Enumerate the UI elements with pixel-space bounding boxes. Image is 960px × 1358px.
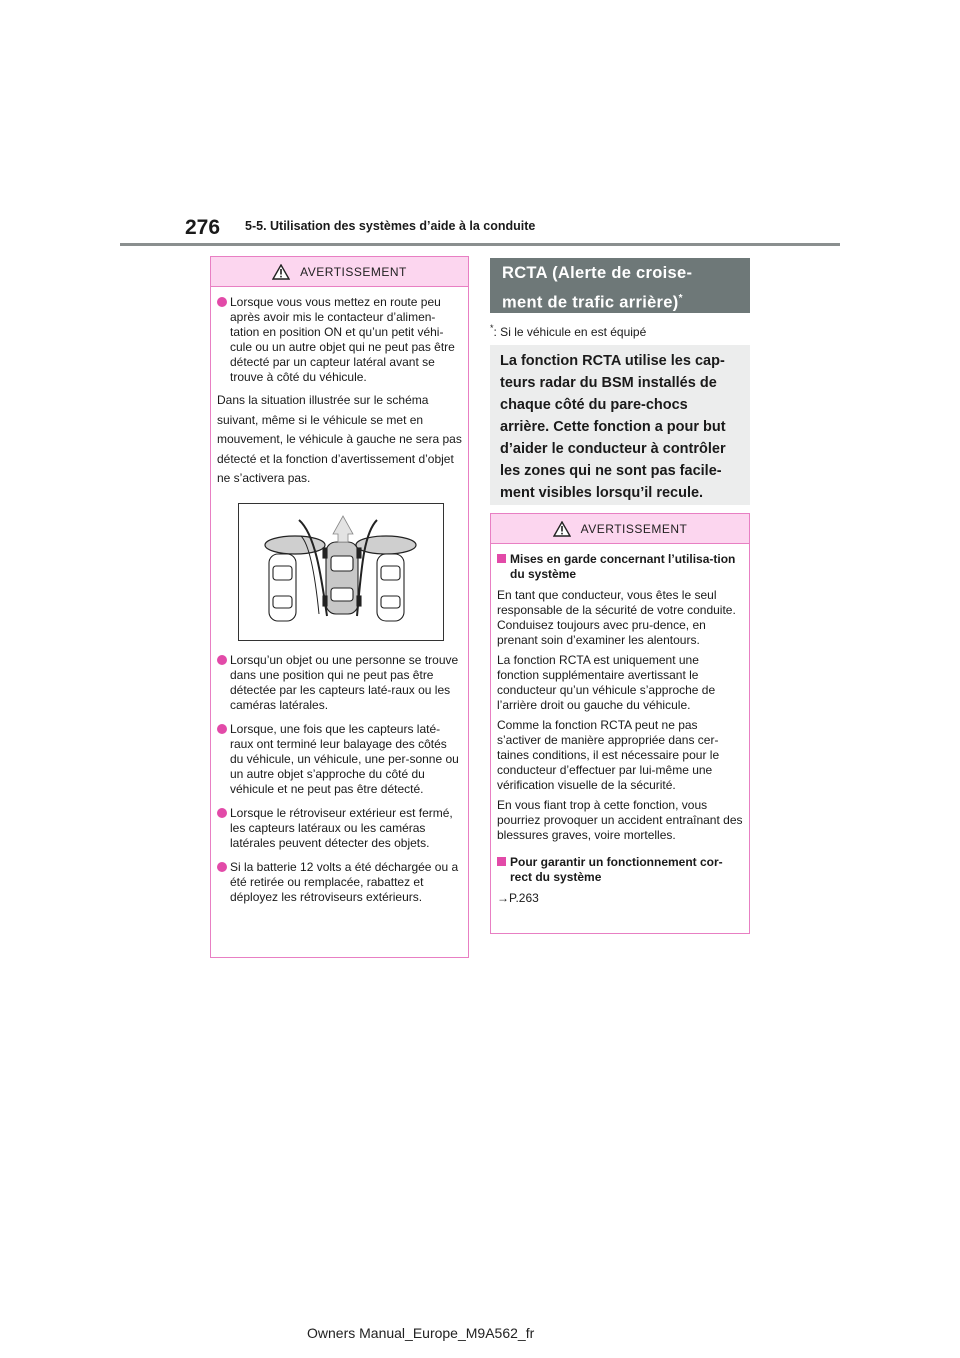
- bullet-text: Lorsque vous vous mettez en route peu après avoir mis le contacteur d’alimen-tation en position ON et qu’un petit véhi-cule ou un autre objet qui ne peut pas être détecté par un capteur latéral avant se trouve à côté du véhicule.: [230, 295, 455, 384]
- situation-paragraph: Dans la situation illustrée sur le schéma suivant, même si le véhicule se met en mouvement, le véhicule à gauche ne sera pas détecté et la fonction d’avertissement d’objet ne s’activera pas.: [217, 393, 462, 485]
- left-warning-box: [210, 256, 469, 958]
- rcta-title-mark: *: [678, 293, 683, 304]
- bullet-icon: [217, 655, 227, 665]
- bullet-icon: [217, 297, 227, 307]
- list-item: [217, 295, 462, 385]
- list-item: [217, 860, 462, 905]
- footer-text: Owners Manual_Europe_M9A562_fr: [307, 1325, 535, 1341]
- bullet-icon: [217, 724, 227, 734]
- right-warning-box: [490, 513, 750, 934]
- warning-triangle-icon: [553, 521, 571, 537]
- page-number: 276: [185, 216, 221, 239]
- parking-illustration: [238, 503, 444, 641]
- operation-heading: [497, 855, 743, 885]
- parking-diagram: [239, 504, 445, 642]
- bullet-icon: [217, 862, 227, 872]
- square-bullet-icon: [497, 554, 506, 563]
- right-parked-car: [377, 554, 404, 621]
- warning-triangle-icon: [272, 264, 290, 280]
- footnote: [490, 323, 646, 339]
- warning-paragraph: En vous fiant trop à cette fonction, vous pourriez provoquer un accident entraînant des blessures graves, voire mortelles.: [497, 798, 743, 842]
- list-item: [217, 806, 462, 851]
- right-warning-body: [491, 544, 749, 906]
- caution-heading-text: Mises en garde concernant l’utilisa-tion du système: [510, 552, 736, 581]
- bullet-text: Lorsque le rétroviseur extérieur est fermé, les capteurs latéraux ou les caméras latérales peuvent détecter des objets.: [230, 805, 453, 850]
- right-warning-title: AVERTISSEMENT: [580, 521, 688, 536]
- rcta-intro: La fonction RCTA utilise les cap-teurs radar du BSM installés de chaque côté du pare-chocs arrière. Cette fonction a pour but d’aider le conducteur à contrôler les zones qui ne sont pas facile-ment visibles lorsqu’il recule.: [490, 345, 750, 505]
- header-divider: [120, 243, 840, 246]
- left-warning-title: AVERTISSEMENT: [300, 264, 407, 279]
- rcta-title-line2-wrap: [502, 286, 750, 316]
- caution-heading: [497, 552, 743, 582]
- list-item: [217, 722, 462, 797]
- rcta-title-line1: RCTA (Alerte de croise-: [502, 264, 693, 282]
- left-warning-body: [211, 287, 468, 905]
- operation-heading-text: Pour garantir un fonctionnement cor-rect du système: [510, 855, 723, 884]
- rcta-section-title: [490, 258, 750, 313]
- warning-paragraph: Comme la fonction RCTA peut ne pas s’activer de manière appropriée dans cer-taines conditions, il est nécessaire pour le conducteur d’effectuer par lui-même une vérification visuelle de la sécurité.: [497, 718, 720, 792]
- left-warning-header: [211, 257, 468, 287]
- bullet-text: Si la batterie 12 volts a été déchargée ou a été retirée ou remplacée, rabattez et déployez les rétroviseurs extérieurs.: [230, 859, 459, 904]
- warning-paragraph: En tant que conducteur, vous êtes le seul responsable de la sécurité de votre conduite. Conduisez toujours avec pru-dence, en prenant soin d’examiner les alentours.: [497, 588, 736, 647]
- bullet-icon: [217, 808, 227, 818]
- rcta-title-line2: ment de trafic arrière): [502, 293, 679, 312]
- warning-paragraph: La fonction RCTA est uniquement une fonction supplémentaire avertissant le conducteur qu’un véhicule s’approche de l’arrière droit ou gauche du véhicule.: [497, 653, 716, 712]
- list-item: [217, 653, 462, 713]
- left-parked-car: [269, 554, 296, 621]
- footnote-text: : Si le véhicule en est équipé: [493, 325, 647, 339]
- center-reversing-car: [323, 542, 361, 614]
- square-bullet-icon: [497, 857, 506, 866]
- bullet-text: Lorsque, une fois que les capteurs laté-raux ont terminé leur balayage des côtés du véhicule, un véhicule, une per-sonne ou un autre objet s’approche du côté du véhicule et ne peut pas être détecté.: [230, 721, 459, 796]
- bullet-text: Lorsqu’un objet ou une personne se trouve dans une position qui ne peut pas être détectée par les capteurs laté-raux ou les caméras latérales.: [230, 652, 459, 712]
- right-warning-header: [491, 514, 749, 544]
- page-reference-link[interactable]: →P.263: [497, 891, 539, 905]
- footnote-mark: *: [490, 323, 494, 333]
- section-title: 5-5. Utilisation des systèmes d’aide à la conduite: [245, 219, 536, 233]
- reverse-direction-arrow: [333, 516, 353, 542]
